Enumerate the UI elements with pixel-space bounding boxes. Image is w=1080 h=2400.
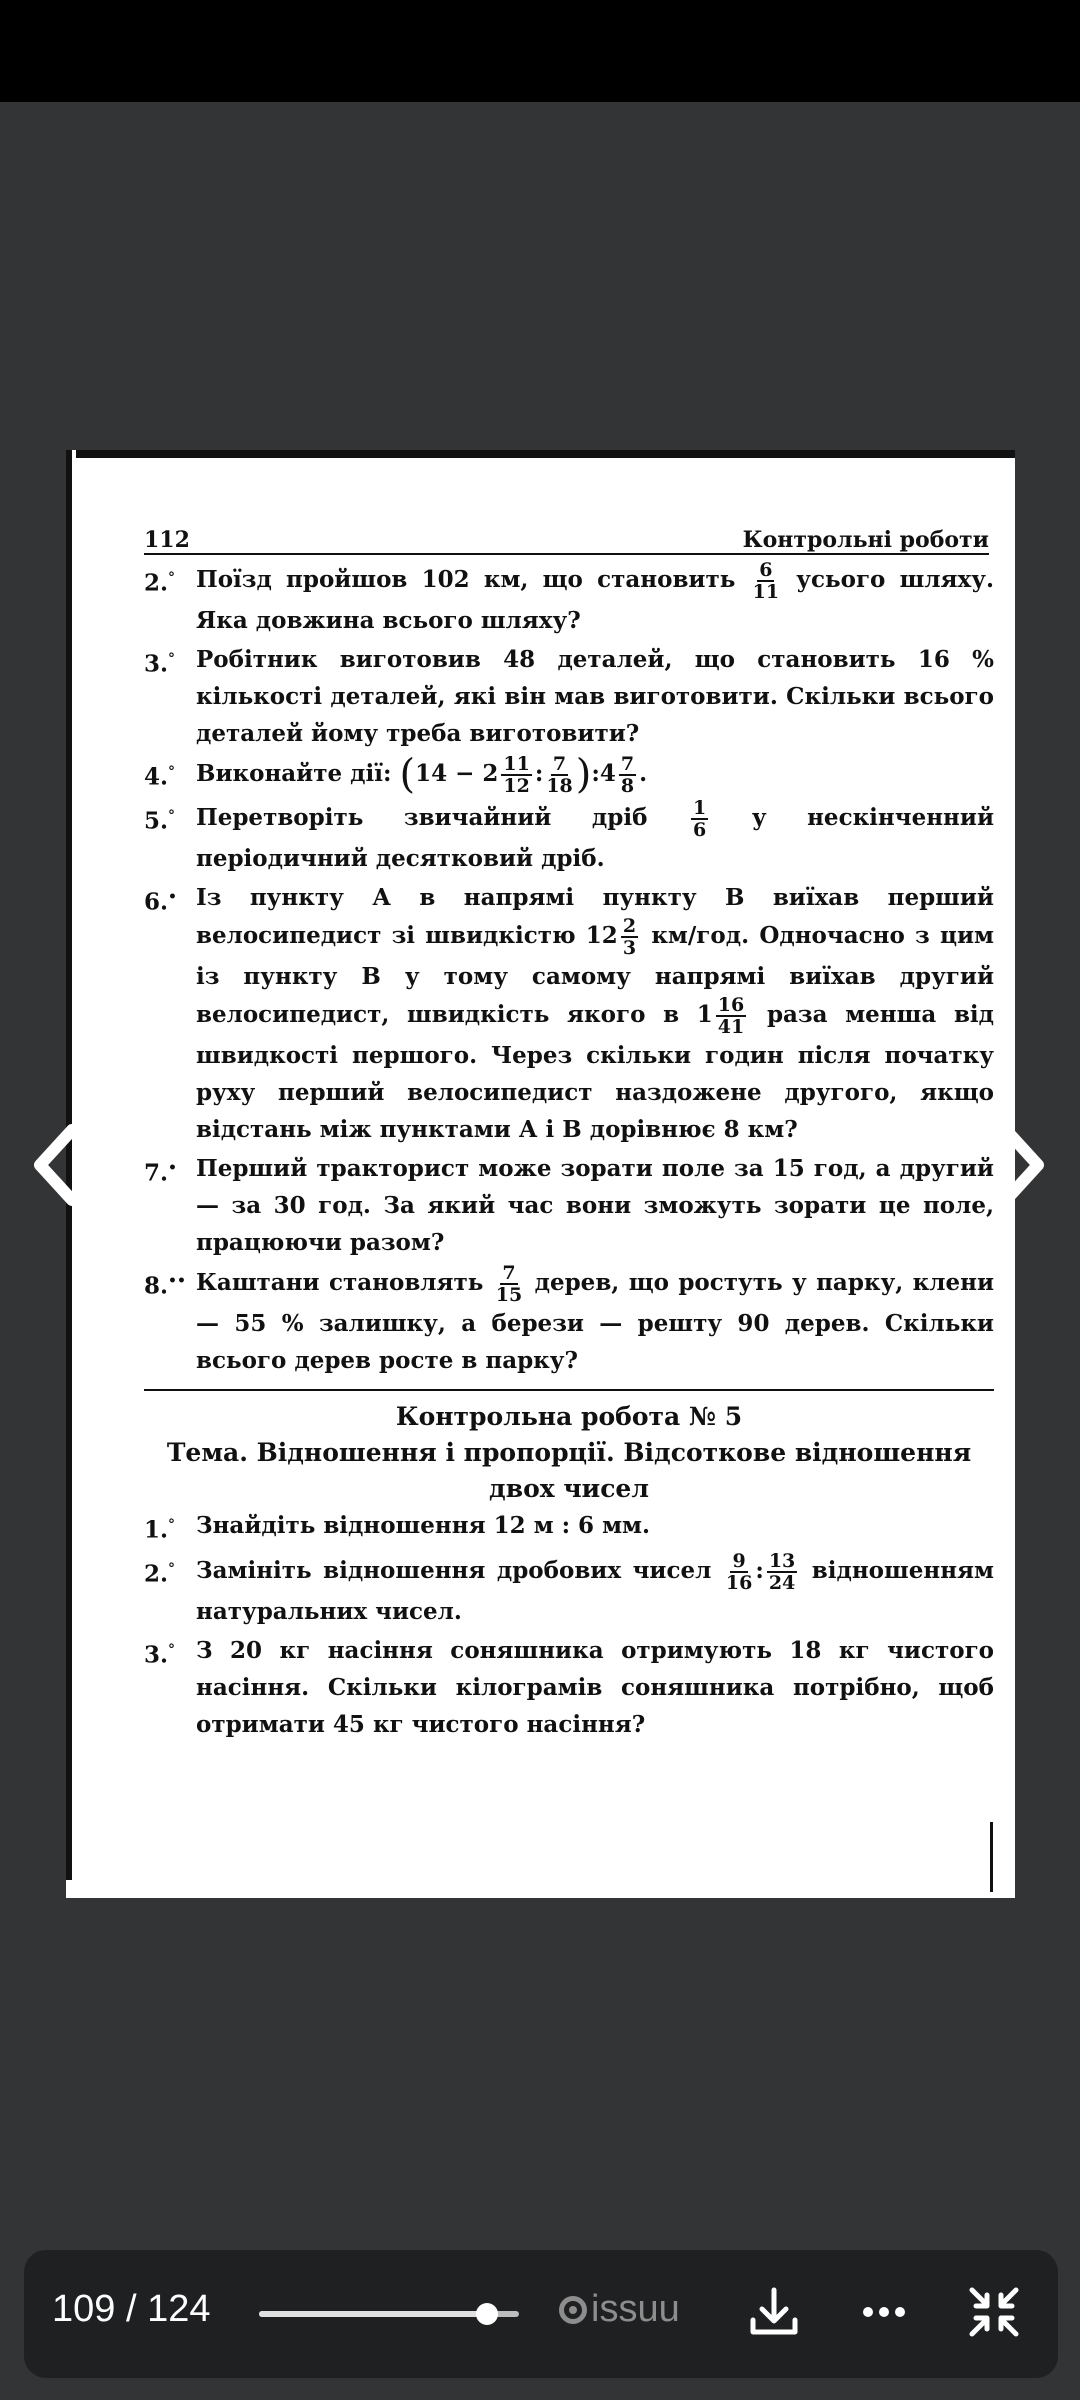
text-part: Замініть відношення дробових чисел	[196, 1556, 712, 1584]
problem-4	[144, 751, 994, 798]
text-part: Каштани становлять	[196, 1269, 484, 1296]
difficulty-mark: °	[168, 808, 176, 824]
problem-6	[144, 879, 994, 1148]
work5-problem-1	[144, 1507, 994, 1549]
denominator: 11	[752, 581, 780, 603]
chevron-left-icon	[26, 1120, 90, 1210]
page-number: 112	[144, 527, 190, 553]
text-part: у нескінченний періодичний десятковий дріб.	[196, 804, 995, 872]
page-slider[interactable]	[259, 2311, 519, 2317]
fraction	[619, 754, 636, 796]
numerator: 2	[622, 915, 637, 937]
problem-text: Робітник виготовив 48 деталей, що становить 16 % кількості деталей, які він мав виготовити. Скільки всього деталей йому треба виготовити?	[196, 646, 994, 747]
difficulty-mark: •	[168, 889, 177, 905]
text-part: Виконайте дії:	[196, 760, 392, 787]
status-bar	[0, 0, 1080, 102]
fraction	[496, 1263, 522, 1305]
viewer-toolbar	[24, 2250, 1058, 2378]
problem-5	[144, 798, 994, 877]
page-slider-fill	[259, 2311, 487, 2317]
fraction	[753, 560, 779, 602]
difficulty-mark: °	[168, 651, 176, 667]
problem-text: Перший тракторист може зорати поле за 15 год, а другий — за 30 год. За який час вони зможуть зорати це поле, працюючи разом?	[196, 1155, 994, 1256]
problem-number: 5.	[144, 807, 169, 835]
numerator: 16	[717, 994, 745, 1016]
page-header	[144, 523, 989, 555]
issuu-logo-icon	[559, 2296, 587, 2324]
more-options-button[interactable]	[854, 2282, 914, 2342]
denominator: 16	[725, 1571, 753, 1594]
fraction	[546, 754, 572, 796]
denominator: 6	[693, 819, 707, 841]
problem-text	[196, 1263, 994, 1379]
fraction	[716, 995, 746, 1037]
page-scan-mark	[990, 1822, 993, 1892]
problem-number: 1.	[144, 1516, 169, 1544]
problem-text	[196, 560, 994, 639]
denominator: 41	[717, 1016, 745, 1038]
numerator: 7	[620, 753, 635, 775]
problem-number: 6.	[144, 888, 169, 916]
running-title: Контрольні роботи	[742, 527, 989, 553]
paren-open: (	[399, 751, 416, 798]
numerator: 13	[768, 1549, 796, 1572]
text-part: Поїзд пройшов 102 км, що становить	[196, 566, 736, 593]
denominator: 8	[620, 775, 635, 797]
numerator: 1	[693, 797, 707, 819]
text-part: раза менша від швидкості першого. Через скільки годин після початку руху перший велосипедист наздожене другого, якщо відстань між пунктами А і В дорівнює 8 км?	[196, 1001, 994, 1143]
difficulty-mark: °	[168, 1517, 176, 1533]
problem-2	[144, 560, 994, 639]
problem-text	[196, 798, 994, 877]
problem-number: 7.	[144, 1159, 169, 1187]
chevron-right-icon	[988, 1120, 1052, 1210]
text-part: км/год. Одночасно з цим із пункту В у тому самому напрямі виїхав другий велосипедист, швидкість якого в 1	[196, 922, 994, 1028]
problem-number: 8.	[144, 1272, 169, 1300]
problem-number: 2.	[144, 569, 169, 597]
problem-number: 2.	[144, 1560, 169, 1588]
problem-8	[144, 1263, 994, 1379]
difficulty-mark: °	[168, 570, 176, 586]
problem-text: Знайдіть відношення 12 м : 6 мм.	[196, 1512, 651, 1539]
text-part: усього шляху. Яка довжина всього шляху?	[196, 566, 994, 634]
problem-text: Замініть відношення дробових чисел $\frac{9}{16}$ : $\frac{13}{24}$ відношенням натуральних чисел.	[196, 1549, 994, 1625]
exit-fullscreen-button[interactable]	[964, 2282, 1024, 2342]
text-part: Із пункту А в напрямі пункту В виїхав перший велосипедист зі швидкістю 12	[196, 884, 994, 949]
numerator: 7	[502, 1262, 516, 1284]
expr-term: 14 − 2	[415, 760, 499, 787]
fullscreen-exit-icon	[964, 2282, 1024, 2342]
download-button[interactable]	[744, 2282, 804, 2342]
page-counter[interactable]: 109 / 124	[52, 2288, 211, 2330]
fraction	[726, 1551, 752, 1593]
fraction	[501, 754, 531, 796]
problem-text: Виконайте дії: (14 − 2 $\frac{11}{12}$ : $\frac{7}{18}$ ):4 $\frac{7}{8}$ .	[196, 751, 648, 798]
text-part: Перетворіть звичайний дріб	[196, 804, 648, 831]
prev-page-button[interactable]	[26, 1120, 90, 1210]
work5-problem-3	[144, 1632, 994, 1743]
issuu-logo[interactable]	[559, 2288, 680, 2331]
denominator: 24	[768, 1571, 796, 1594]
fraction	[691, 798, 708, 840]
expr-term: 4	[599, 760, 616, 787]
download-icon	[744, 2282, 804, 2342]
work5-problem-2	[144, 1551, 994, 1630]
numerator: 7	[552, 753, 567, 775]
problem-7	[144, 1150, 994, 1261]
work-topic-line-1: Тема. Відношення і пропорції. Відсоткове відношення	[166, 1438, 972, 1467]
issuu-logo-text: issuu	[591, 2288, 680, 2330]
document-page	[66, 450, 1015, 1898]
numerator: 11	[503, 753, 530, 775]
more-icon	[854, 2282, 914, 2342]
fraction	[621, 916, 638, 958]
section-divider	[144, 1389, 994, 1391]
problem-number: 3.	[144, 1641, 169, 1669]
fraction	[767, 1551, 797, 1593]
denominator: 15	[495, 1284, 523, 1306]
work-topic-line-2: двох чисел	[489, 1474, 649, 1503]
difficulty-mark: °	[168, 1560, 176, 1577]
text-part: дерев, що ростуть у парку, клени — 55 % залишку, а берези — решту 90 дерев. Скільки всього дерев росте в парку?	[196, 1269, 995, 1374]
difficulty-mark: °	[168, 764, 176, 780]
work-title: Контрольна робота № 5	[395, 1402, 743, 1431]
numerator: 9	[732, 1549, 746, 1572]
difficulty-mark: •	[168, 1160, 177, 1176]
paren-close: )	[575, 751, 592, 798]
problem-number: 3.	[144, 650, 169, 678]
problem-text	[196, 879, 994, 1148]
text-part: відношенням натуральних чисел.	[196, 1556, 994, 1625]
next-page-button[interactable]	[988, 1120, 1052, 1210]
problem-3	[144, 641, 994, 752]
numerator: 6	[759, 559, 773, 581]
difficulty-mark: °	[168, 1641, 176, 1658]
problem-text: З 20 кг насіння соняшника отримують 18 кг чистого насіння. Скільки кілограмів соняшника потрібно, щоб отримати 45 кг чистого насіння?	[196, 1636, 994, 1738]
page-body	[144, 560, 994, 1745]
page-scan-edge-top	[76, 450, 1015, 458]
page-slider-thumb[interactable]	[476, 2303, 498, 2325]
denominator: 18	[546, 775, 573, 797]
denominator: 3	[622, 937, 637, 959]
difficulty-mark: ••	[168, 1273, 186, 1289]
denominator: 12	[503, 775, 530, 797]
problem-number: 4.	[144, 763, 169, 791]
